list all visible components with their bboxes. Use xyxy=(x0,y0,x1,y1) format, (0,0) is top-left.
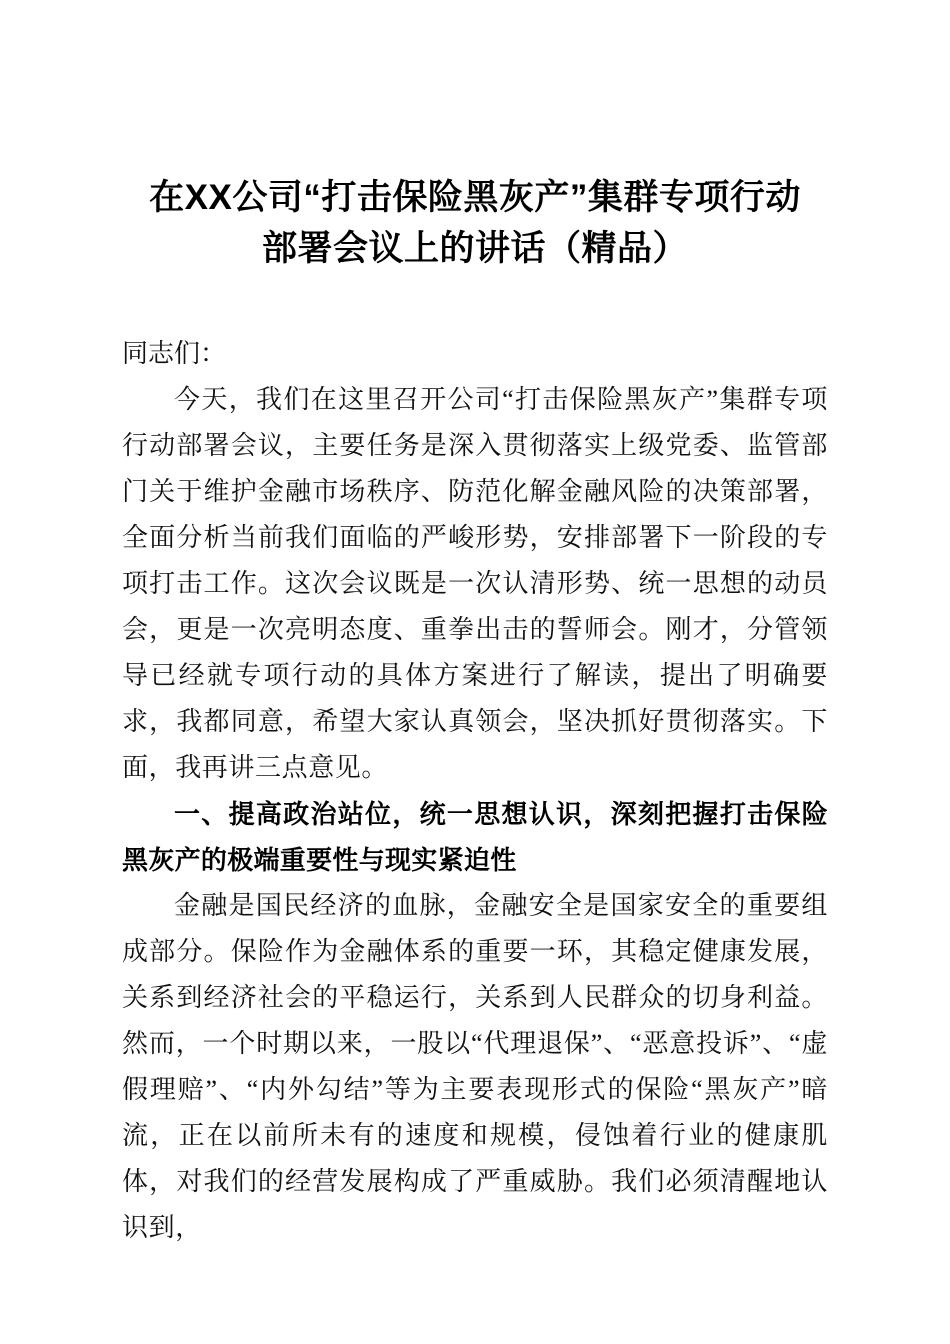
page-title xyxy=(122,172,828,274)
salutation: 同志们： xyxy=(122,339,227,368)
title-line-2: 部署会议上的讲话（精品） xyxy=(261,229,688,268)
paragraph-section-one-body: 金融是国民经济的血脉，金融安全是国家安全的重要组成部分。保险作为金融体系的重要一环，其稳定健康发展，关系到经济社会的平稳运行，关系到人民群众的切身利益。然而，一个时期以来，一股以“代理退保”、“恶意投诉”、“虚假理赔”、“内外勾结”等为主要表现形式的保险“黑灰产”暗流，正在以前所未有的速度和规模，侵蚀着行业的健康肌体，对我们的经营发展构成了严重威胁。我们必须清醒地认识到， xyxy=(122,891,828,1242)
document-content xyxy=(122,0,828,1251)
paragraph-opening: 今天，我们在这里召开公司“打击保险黑灰产”集群专项行动部署会议，主要任务是深入贯彻落实上级党委、监管部门关于维护金融市场秩序、防范化解金融风险的决策部署，全面分析当前我们面临的严峻形势，安排部署下一阶段的专项打击工作。这次会议既是一次认清形势、统一思想的动员会，更是一次亮明态度、重拳出击的誓师会。刚才，分管领导已经就专项行动的具体方案进行了解读，提出了明确要求，我都同意，希望大家认真领会，坚决抓好贯彻落实。下面，我再讲三点意见。 xyxy=(122,385,828,782)
title-top-spacer xyxy=(122,0,828,172)
title-line-1: 在XX公司“打击保险黑灰产”集群专项行动 xyxy=(149,178,801,217)
section-heading-one: 一、提高政治站位，统一思想认识，深刻把握打击保险黑灰产的极端重要性与现实紧迫性 xyxy=(122,799,828,875)
title-bottom-spacer xyxy=(122,274,828,331)
